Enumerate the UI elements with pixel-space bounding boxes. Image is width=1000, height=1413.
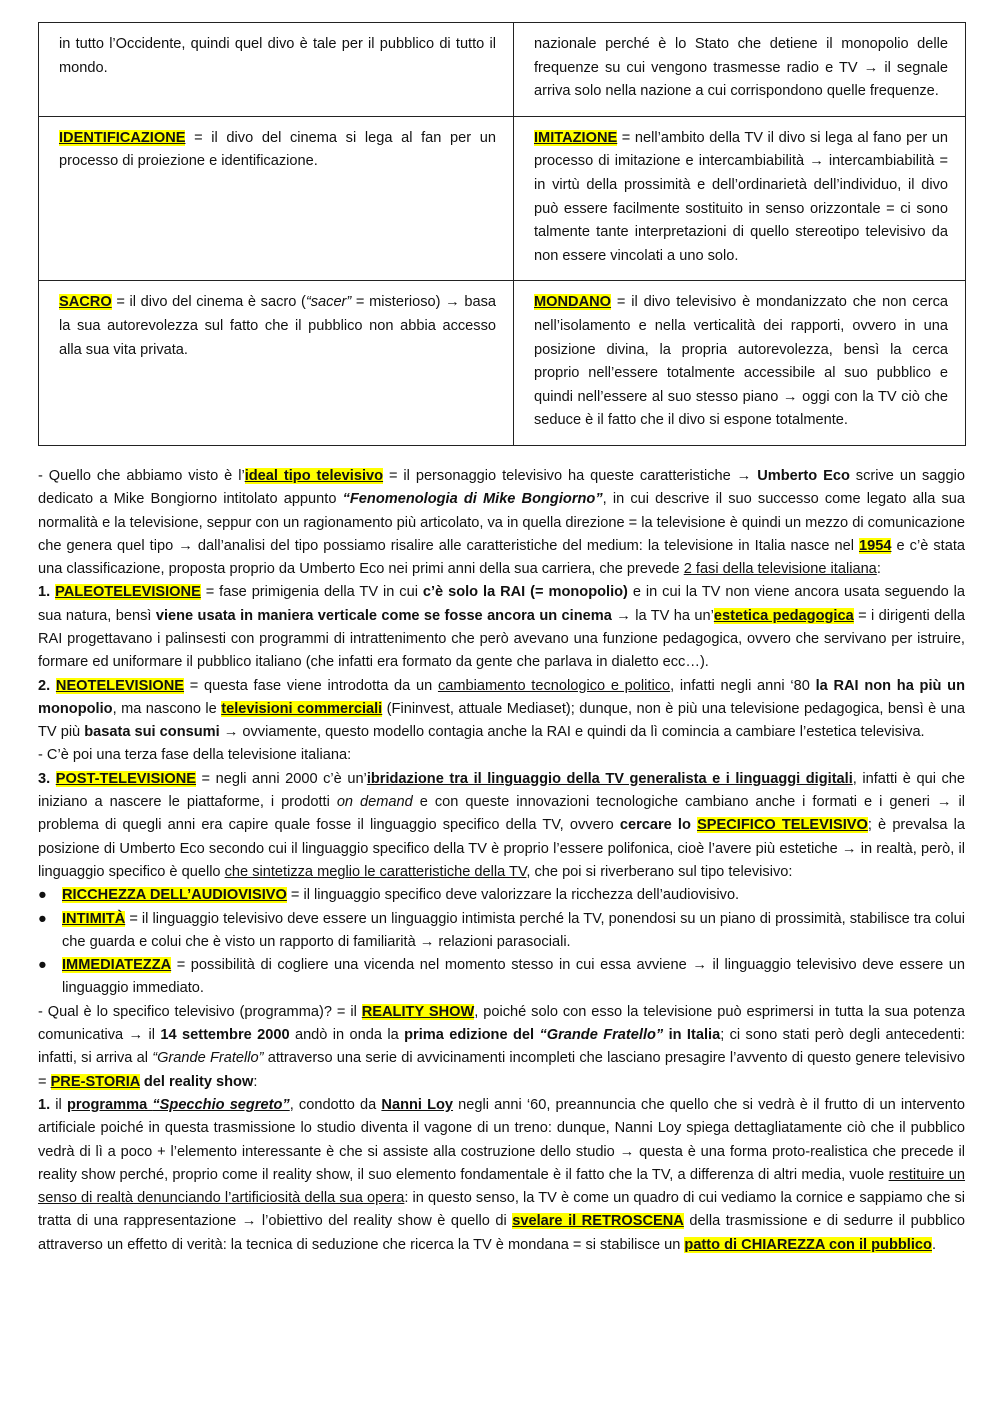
- table-cell-cinema: IDENTIFICAZIONE = il divo del cinema si lega al fan per un processo di proiezione e identificazione.: [39, 116, 514, 281]
- bullet-icon: ●: [38, 957, 47, 974]
- list-item: ● INTIMITÀ = il linguaggio televisivo deve essere un linguaggio intimista perché la TV, ponendosi su un piano di prossimità, stabilisce tra colui che guarda e colui che è visto un rapporto di familiarità → relazioni parasociali.: [38, 908, 965, 955]
- paragraph: - Quello che abbiamo visto è l’ideal tipo televisivo = il personaggio televisivo ha queste caratteristiche → Umberto Eco scrive un saggio dedicato a Mike Bongiorno intitolato appunto “Fenomenologia di Mike Bongiorno”, in cui descrive il suo successo come legato alla sua normalità e la televisione, seppur con un ragionamento più articolato, va in quella direzione = la televisione è quindi un mezzo di comunicazione che genera quel tipo → dall’analisi del tipo possiamo risalire alle caratteristiche del medium: la televisione in Italia nasce nel 1954 e c’è stata una classificazione, proposta proprio da Umberto Eco nei primi anni della sua carriera, che prevede 2 fasi della televisione italiana:: [38, 467, 965, 578]
- table-cell-cinema: SACRO = il divo del cinema è sacro (“sacer” = misterioso) → basa la sua autorevolezza sul fatto che il pubblico non abbia accesso alla sua vita privata.: [39, 281, 514, 446]
- highlighted-term: IMITAZIONE: [534, 129, 618, 146]
- paragraph: - Qual è lo specifico televisivo (programma)? = il REALITY SHOW, poiché solo con esso la televisione può esprimersi in tutta la sua potenza comunicativa → il 14 settembre 2000 andò in onda la prima edizione del “Grande Fratello” in Italia; ci sono stati però degli antecedenti: infatti, si arriva al “Grande Fratello” attraverso una serie di avvicinamenti incompleti che lasciano presagire l’avvento di questo genere televisivo = PRE-STORIA del reality show:: [38, 1003, 966, 1090]
- table-row: [39, 23, 966, 117]
- table-cell-tv: MONDANO = il divo televisivo è mondanizzato che non cerca nell’isolamento e nella verticalità dei rapporti, ovvero in una posizione divina, la propria autorevolezza, bensì la cerca proprio nell’essere totalmente accessibile al suo pubblico e quindi nell’essere al suo stesso piano → oggi con la TV ciò che seduce è il fatto che il divo si espone totalmente.: [514, 281, 966, 446]
- table-row: [39, 116, 966, 281]
- list-item: ● IMMEDIATEZZA = possibilità di cogliere una vicenda nel momento stesso in cui essa avviene → il linguaggio televisivo deve essere un linguaggio immediato.: [38, 954, 965, 1001]
- paragraph: 1. PALEOTELEVISIONE = fase primigenia della TV in cui c’è solo la RAI (= monopolio) e in cui la TV non viene ancora usata seguendo la sua natura, bensì viene usata in maniera verticale come se fosse ancora un cinema → la TV ha un’estetica pedagogica = i dirigenti della RAI progettavano i palinsesti con programmi di intrattenimento che però avevano una funzione pedagogica, ovvero che servivano per istruire, formare ed uniformare il pubblico italiano (che infatti era formato da gente che parlava in dialetto ecc…).: [38, 584, 965, 671]
- list-item: ● RICCHEZZA DELL’AUDIOVISIVO = il linguaggio specifico deve valorizzare la ricchezza dell’audiovisivo.: [38, 884, 965, 907]
- paragraph: 1. il programma “Specchio segreto”, condotto da Nanni Loy negli anni ‘60, preannuncia che quello che si vedrà è il frutto di un intervento artificiale poiché in questa trasmissione lo studio diventa il vagone di un treno: dunque, Nanni Loy spiega dettagliatamente ciò che il pubblico vedrà di lì a poco + l’elemento interessante è che si assiste alla costruzione dello studio → questa è una forma proto-realistica che precede il reality show perché, proprio come il reality show, il suo elemento fondamentale è il fatto che la TV, a differenza di altri media, vuole restituire un senso di realtà denunciando l’artificiosità della sua opera: in questo senso, la TV è come un quadro di cui vediamo la cornice e sappiamo che si tratta di una rappresentazione → l’obiettivo del reality show è quello di svelare il RETROSCENA della trasmissione e di sedurre il pubblico attraverso un effetto di verità: la tecnica di seduzione che ricerca la TV è mondana = si stabilisce un patto di CHIAREZZA con il pubblico.: [38, 1096, 966, 1253]
- paragraph: - C’è poi una terza fase della televisione italiana:: [38, 747, 352, 764]
- highlighted-term: IDENTIFICAZIONE: [59, 129, 186, 146]
- table-cell-tv: IMITAZIONE = nell’ambito della TV il divo si lega al fano per un processo di imitazione e intercambiabilità → intercambiabilità = in virtù della prossimità e dell’ordinarietà dell’individuo, il divo può essere facilmente sostituito in senso orizzontale = ci sono talmente tante interpretazioni di quello stereotipo televisivo da non essere vincolati a uno solo.: [514, 116, 966, 281]
- table-cell-cinema: in tutto l’Occidente, quindi quel divo è tale per il pubblico di tutto il mondo.: [39, 23, 514, 117]
- table-row: [39, 281, 966, 446]
- bullet-icon: ●: [38, 887, 47, 904]
- table-cell-tv: nazionale perché è lo Stato che detiene il monopolio delle frequenze su cui vengono trasmesse radio e TV → il segnale arriva solo nella nazione a cui corrispondono quelle frequenze.: [514, 23, 966, 117]
- highlighted-term: SACRO: [59, 294, 112, 311]
- highlighted-term: MONDANO: [534, 294, 612, 311]
- paragraph: 2. NEOTELEVISIONE = questa fase viene introdotta da un cambiamento tecnologico e politico, infatti negli anni ‘80 la RAI non ha più un monopolio, ma nascono le televisioni commerciali (Fininvest, attuale Mediaset); dunque, non è più una televisione pedagogica, bensì è una TV più basata sui consumi → ovviamente, questo modello contagia anche la RAI e quindi da lì comincia a cambiare l’estetica televisiva.: [38, 677, 965, 741]
- paragraph: 3. POST-TELEVISIONE = negli anni 2000 c’è un’ibridazione tra il linguaggio della TV generalista e i linguaggi digitali, infatti è qui che iniziano a nascere le piattaforme, i prodotti on demand e con queste innovazioni tecnologiche cambiano anche i formati e i generi → il problema di quegli anni era capire quale fosse il linguaggio specifico della TV, ovvero cercare lo SPECIFICO TELEVISIVO; è prevalsa la posizione di Umberto Eco secondo cui il linguaggio specifico della TV è proprio l’essere polifonica, cioè l’avere più estetiche → in realtà, però, il linguaggio specifico è quello che sintetizza meglio le caratteristiche della TV, che poi si riverberano sul tipo televisivo:: [38, 770, 966, 880]
- comparison-table: [38, 22, 966, 446]
- body-text: [38, 465, 965, 1257]
- bullet-icon: ●: [38, 910, 47, 927]
- document-page: [38, 22, 965, 1257]
